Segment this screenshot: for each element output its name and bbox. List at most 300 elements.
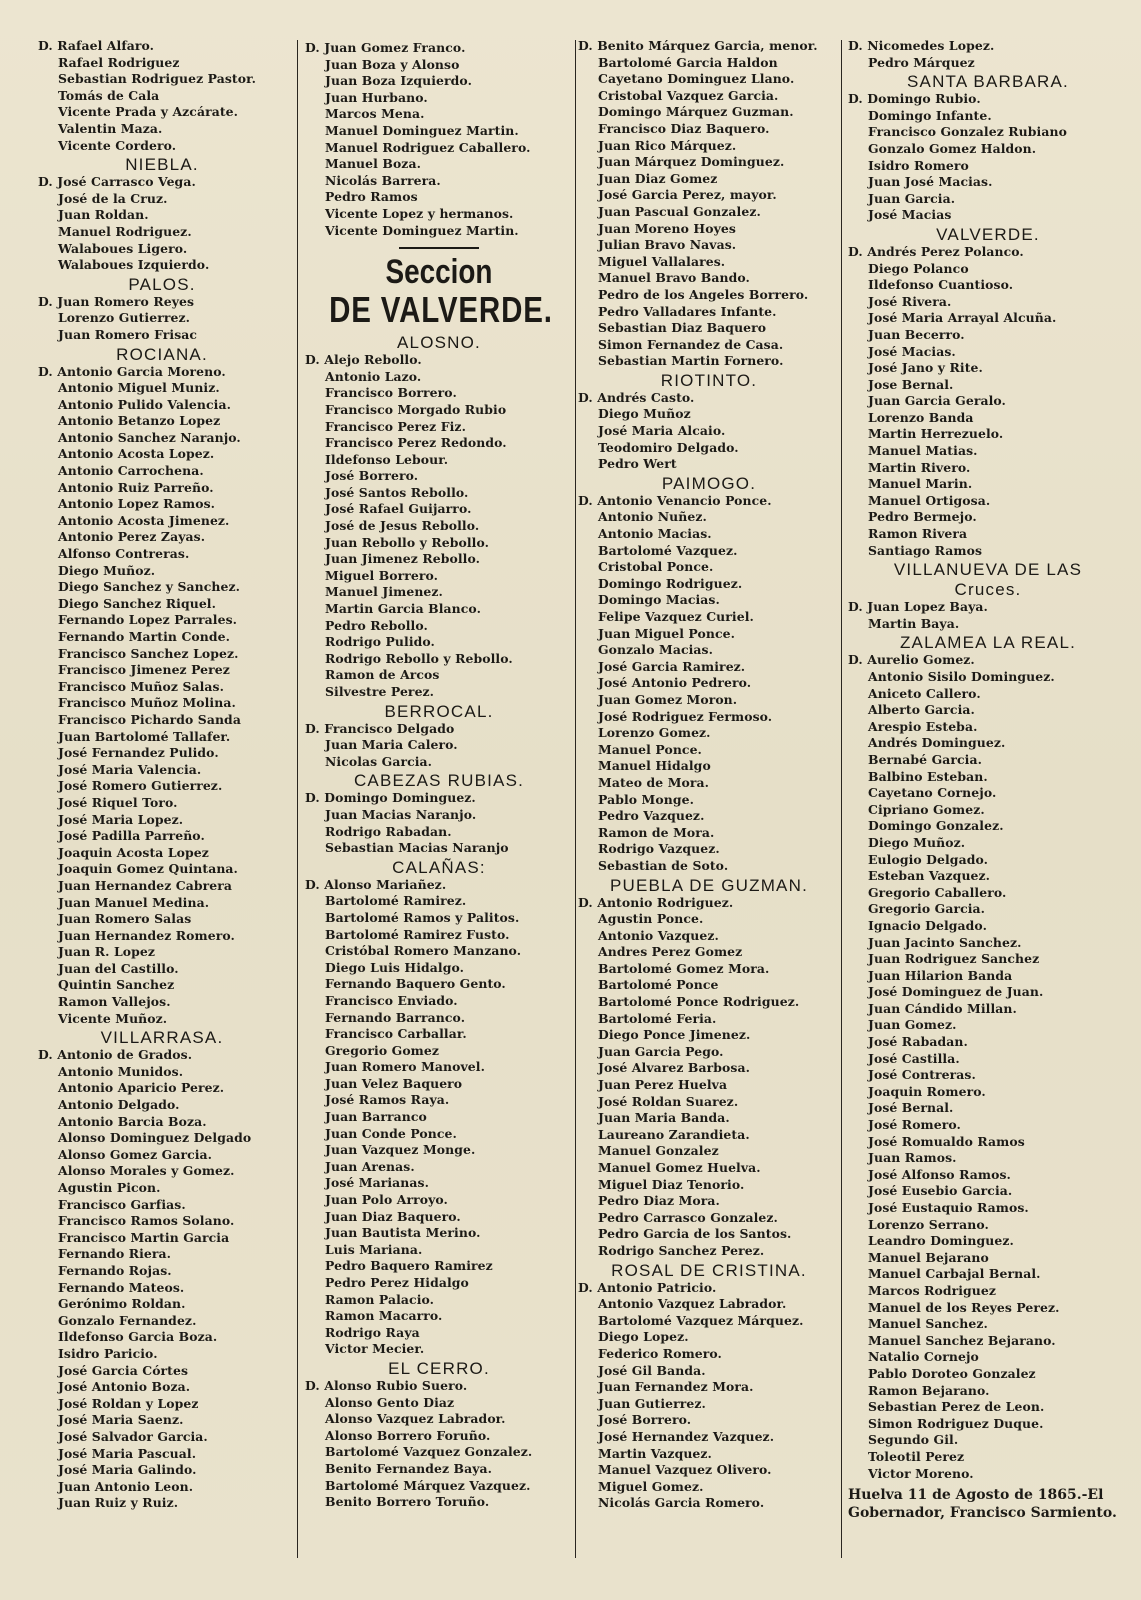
name-entry: Francisco Gonzalez Rubiano xyxy=(868,124,1067,140)
name-list xyxy=(848,244,1128,559)
name-entry: Juan Hernandez Romero. xyxy=(58,927,235,943)
name-entry: Pedro Ramos xyxy=(325,189,418,205)
name-entry: Ildefonso Cuantioso. xyxy=(868,277,1014,293)
name-entry: Quintin Sanchez xyxy=(58,977,175,993)
name-entry: D. Nicomedes Lopez. xyxy=(848,38,995,53)
name-entry: Juan Gutierrez. xyxy=(598,1395,706,1411)
name-entry: Juan Boza Izquierdo. xyxy=(325,73,472,89)
name-entry: Cipriano Gomez. xyxy=(868,801,985,817)
name-entry: Domingo Macias. xyxy=(598,592,720,608)
name-entry: Martin Vazquez. xyxy=(598,1445,712,1461)
town-heading-niebla: NIEBLA. xyxy=(125,155,199,175)
name-entry: Victor Mecier. xyxy=(325,1341,425,1357)
name-entry: Juan José Macias. xyxy=(868,174,993,190)
town-heading-valverde: VALVERDE. xyxy=(936,224,1040,244)
name-entry: Juan Jacinto Sanchez. xyxy=(868,934,1022,950)
name-entry: Juan Hernandez Cabrera xyxy=(58,877,233,893)
name-entry: Balbino Esteban. xyxy=(868,768,988,784)
name-entry: Sebastian Macias Naranjo xyxy=(325,840,509,856)
name-entry: José Eustaquio Ramos. xyxy=(868,1200,1029,1215)
name-list xyxy=(38,294,286,344)
name-entry: Cayetano Cornejo. xyxy=(868,785,997,801)
name-entry: Alberto Garcia. xyxy=(868,702,975,718)
name-entry: Manuel Gomez Huelva. xyxy=(598,1160,761,1175)
name-entry: Miguel Vallalares. xyxy=(598,253,726,269)
name-entry: Bartolomé Vazquez. xyxy=(598,542,738,558)
name-entry: Joaquin Acosta Lopez xyxy=(58,844,209,860)
name-entry: José Riquel Toro. xyxy=(58,794,178,810)
name-entry: Manuel Hidalgo xyxy=(598,758,711,774)
name-entry: Bartolomé Garcia Haldon xyxy=(598,54,778,70)
name-entry: José Rabadan. xyxy=(868,1034,968,1050)
name-entry: Manuel Dominguez Martin. xyxy=(325,122,519,138)
name-entry: Manuel Boza. xyxy=(325,156,421,172)
name-entry: Fernando Lopez Parrales. xyxy=(58,612,238,628)
name-entry: Bartolomé Ponce Rodriguez. xyxy=(598,994,800,1010)
name-entry: Antonio Vazquez Labrador. xyxy=(598,1296,787,1312)
name-entry: Ignacio Delgado. xyxy=(868,917,987,933)
name-entry: Marcos Mena. xyxy=(325,106,425,122)
name-entry: Domingo Infante. xyxy=(868,107,992,123)
name-entry: Francisco Muñoz Molina. xyxy=(58,695,236,711)
name-entry: D. Domingo Dominguez. xyxy=(305,790,476,806)
section-divider xyxy=(399,247,479,249)
name-entry: Cayetano Dominguez Llano. xyxy=(598,71,795,87)
name-entry: Juan Maria Calero. xyxy=(325,737,458,753)
name-entry: José Rafael Guijarro. xyxy=(325,501,472,517)
name-entry: Antonio Miguel Muniz. xyxy=(58,380,220,396)
name-entry: Juan Antonio Leon. xyxy=(58,1478,194,1494)
name-entry: Diego Sanchez y Sanchez. xyxy=(58,579,241,595)
name-entry: Rodrigo Sanchez Perez. xyxy=(598,1242,765,1258)
name-entry: Francisco Enviado. xyxy=(325,992,458,1008)
name-entry: Miguel Gomez. xyxy=(598,1478,704,1494)
name-entry: D. Juan Gomez Franco. xyxy=(305,40,466,55)
name-entry: Juan Roldan. xyxy=(58,207,149,223)
column-rule xyxy=(575,40,576,1558)
name-entry: Domingo Rodriguez. xyxy=(598,575,743,591)
name-entry: Lorenzo Banda xyxy=(868,409,974,425)
name-entry: D. Francisco Delgado xyxy=(305,720,455,736)
name-entry: Fernando Baquero Gento. xyxy=(325,976,506,992)
town-heading-riotinto: RIOTINTO. xyxy=(660,370,758,390)
town-heading-alosno: ALOSNO. xyxy=(397,333,481,353)
name-entry: Ramon de Mora. xyxy=(598,824,715,840)
name-entry: José Alvarez Barbosa. xyxy=(598,1060,750,1076)
name-entry: Gonzalo Gomez Haldon. xyxy=(868,140,1037,156)
name-entry: D. Antonio Venancio Ponce. xyxy=(578,492,772,508)
name-entry: Juan Macias Naranjo. xyxy=(325,806,477,822)
name-entry: Agustin Picon. xyxy=(58,1180,161,1195)
name-entry: Diego Polanco xyxy=(868,260,969,276)
name-entry: Antonio Barcia Boza. xyxy=(58,1113,207,1129)
name-entry: Bartolomé Feria. xyxy=(598,1010,717,1026)
name-entry: Alonso Gomez Garcia. xyxy=(58,1146,213,1162)
name-entry: Pedro Wert xyxy=(598,456,677,472)
name-entry: Bartolomé Ramirez. xyxy=(325,893,467,909)
name-entry: Juan R. Lopez xyxy=(58,944,156,960)
town-heading-rosal-de-cristina: ROSAL DE CRISTINA. xyxy=(611,1260,807,1280)
name-entry: Manuel Bejarano xyxy=(868,1249,989,1265)
name-list xyxy=(305,40,573,239)
name-entry: Juan Romero Manovel. xyxy=(325,1059,486,1075)
name-entry: Ramon Vallejos. xyxy=(58,994,171,1010)
name-entry: Isidro Romero xyxy=(868,157,969,173)
name-entry: Juan Garcia Pego. xyxy=(598,1043,724,1059)
name-entry: Domingo Márquez Guzman. xyxy=(598,104,794,120)
name-entry: José Antonio Boza. xyxy=(58,1379,191,1395)
name-list xyxy=(578,1280,840,1512)
name-entry: Manuel Ponce. xyxy=(598,741,702,757)
name-entry: Antonio Delgado. xyxy=(58,1097,180,1113)
name-entry: Juan Boza y Alonso xyxy=(325,56,460,72)
name-list xyxy=(848,652,1128,1482)
name-entry: Pedro Diaz Mora. xyxy=(598,1193,720,1209)
name-entry: Juan Maria Banda. xyxy=(598,1110,730,1126)
name-entry: José Maria Lopez. xyxy=(58,811,184,827)
name-entry: D. Rafael Alfaro. xyxy=(38,38,155,53)
name-entry: Fernando Martin Conde. xyxy=(58,629,231,644)
name-entry: Martin Herrezuelo. xyxy=(868,426,1004,442)
name-entry: D. Alejo Rebollo. xyxy=(305,352,422,368)
town-heading-calanas: CALAÑAS: xyxy=(392,857,486,877)
name-entry: Antonio Nuñez. xyxy=(598,509,707,525)
name-entry: Pedro Bermejo. xyxy=(868,509,977,525)
name-entry: Isidro Paricio. xyxy=(58,1345,158,1361)
name-entry: Francisco Morgado Rubio xyxy=(325,401,507,417)
name-entry: José Macias. xyxy=(868,343,956,359)
name-entry: Diego Lopez. xyxy=(598,1329,689,1345)
name-entry: Antonio Perez Zayas. xyxy=(58,529,206,545)
name-entry: Bartolomé Márquez Vazquez. xyxy=(325,1477,531,1493)
name-entry: Juan Bartolomé Tallafer. xyxy=(58,728,231,744)
town-heading-puebla-de-guzman: PUEBLA DE GUZMAN. xyxy=(610,875,808,895)
name-entry: Felipe Vazquez Curiel. xyxy=(598,609,754,624)
name-list xyxy=(38,174,286,274)
name-entry: José Romualdo Ramos xyxy=(868,1133,1025,1149)
name-entry: Ildefonso Lebour. xyxy=(325,451,449,467)
name-list xyxy=(305,1378,573,1511)
name-entry: José Roldan Suarez. xyxy=(598,1093,739,1109)
name-entry: D. Benito Márquez Garcia, menor. xyxy=(578,38,818,53)
name-entry: Martin Garcia Blanco. xyxy=(325,601,481,617)
name-list xyxy=(578,493,840,875)
name-entry: Jose Bernal. xyxy=(868,376,954,392)
name-entry: José Hernandez Vazquez. xyxy=(598,1428,775,1444)
name-entry: Santiago Ramos xyxy=(868,542,983,558)
name-entry: Gerónimo Roldan. xyxy=(58,1296,186,1312)
name-list xyxy=(848,38,1128,71)
name-entry: José Contreras. xyxy=(868,1067,976,1083)
name-entry: José Ramos Raya. xyxy=(325,1092,450,1108)
name-entry: Francisco Pichardo Sanda xyxy=(58,711,241,727)
name-entry: Francisco Martin Garcia xyxy=(58,1229,230,1245)
name-entry: D. José Carrasco Vega. xyxy=(38,174,196,190)
town-heading-paimogo: PAIMOGO. xyxy=(661,473,757,493)
town-heading-cabezas-rubias: CABEZAS RUBIAS. xyxy=(353,771,525,791)
name-entry: Pedro Valladares Infante. xyxy=(598,303,777,319)
name-entry: Fernando Mateos. xyxy=(58,1279,185,1295)
name-entry: Andrés Dominguez. xyxy=(868,735,1006,751)
name-entry: Marcos Rodriguez xyxy=(868,1282,997,1298)
name-entry: Laureano Zarandieta. xyxy=(598,1126,750,1142)
name-entry: Rodrigo Raya xyxy=(325,1324,420,1340)
name-entry: Diego Ponce Jimenez. xyxy=(598,1027,751,1043)
name-entry: Francisco Perez Redondo. xyxy=(325,435,507,451)
name-entry: Francisco Borrero. xyxy=(325,385,457,401)
name-entry: José Borrero. xyxy=(325,468,419,484)
name-entry: Juan Diaz Baquero. xyxy=(325,1208,461,1224)
name-entry: Antonio Macias. xyxy=(598,526,712,542)
name-entry: Lorenzo Gomez. xyxy=(598,725,711,741)
name-entry: Gonzalo Macias. xyxy=(598,642,714,658)
name-entry: Juan Romero Salas xyxy=(58,911,192,927)
name-entry: Toleotil Perez xyxy=(868,1448,965,1464)
column-rule xyxy=(841,40,842,1558)
name-entry: Tomás de Cala xyxy=(58,87,160,103)
name-entry: D. Antonio Garcia Moreno. xyxy=(38,363,226,379)
name-entry: Benito Borrero Toruño. xyxy=(325,1494,490,1510)
name-entry: D. Andrés Perez Polanco. xyxy=(848,243,1024,259)
section-title: Seccion xyxy=(385,253,493,292)
name-entry: José Castilla. xyxy=(868,1050,960,1066)
name-entry: Valentin Maza. xyxy=(58,120,163,136)
name-entry: Martin Rivero. xyxy=(868,459,971,475)
name-entry: D. Alonso Rubio Suero. xyxy=(305,1377,468,1393)
name-entry: Antonio Aparicio Perez. xyxy=(58,1080,225,1096)
name-entry: Juan Moreno Hoyes xyxy=(598,220,736,236)
name-entry: José Salvador Garcia. xyxy=(58,1428,208,1444)
name-entry: Leandro Dominguez. xyxy=(868,1233,1014,1249)
name-entry: José Maria Galindo. xyxy=(58,1462,197,1478)
name-entry: Pedro Carrasco Gonzalez. xyxy=(598,1209,778,1225)
name-entry: José Rivera. xyxy=(868,293,952,309)
name-entry: Segundo Gil. xyxy=(868,1432,959,1448)
column-3 xyxy=(578,38,840,1580)
name-entry: José Gil Banda. xyxy=(598,1362,706,1378)
name-entry: D. Antonio Patricio. xyxy=(578,1279,717,1295)
name-entry: Manuel de los Reyes Perez. xyxy=(868,1299,1060,1315)
name-entry: Walaboues Izquierdo. xyxy=(58,257,210,273)
name-entry: Juan Cándido Millan. xyxy=(868,1000,1017,1016)
name-entry: Juan Romero Frisac xyxy=(58,326,198,342)
name-entry: José Borrero. xyxy=(598,1412,692,1428)
column-1 xyxy=(38,38,286,1580)
name-entry: Joaquin Romero. xyxy=(868,1083,986,1099)
name-entry: Vicente Lopez y hermanos. xyxy=(325,205,514,221)
town-heading-santa-barbara: SANTA BARBARA. xyxy=(907,72,1069,92)
name-entry: Victor Moreno. xyxy=(868,1465,974,1481)
name-list xyxy=(305,877,573,1358)
town-heading-berrocal: BERROCAL. xyxy=(384,701,494,721)
name-entry: José Maria Arrayal Alcuña. xyxy=(868,310,1057,326)
name-entry: Juan Márquez Dominguez. xyxy=(598,154,785,170)
name-entry: Vicente Prada y Azcárate. xyxy=(58,104,239,120)
name-entry: José Padilla Parreño. xyxy=(58,828,205,844)
name-entry: José Jano y Rite. xyxy=(868,360,983,376)
column-2 xyxy=(305,40,573,1580)
name-entry: Juan Miguel Ponce. xyxy=(598,625,736,641)
name-entry: Sebastian Rodriguez Pastor. xyxy=(58,71,257,87)
name-entry: Benito Fernandez Baya. xyxy=(325,1460,493,1476)
name-entry: Aniceto Callero. xyxy=(868,685,981,701)
name-entry: José Garcia Córtes xyxy=(58,1362,189,1378)
name-entry: Pedro Perez Hidalgo xyxy=(325,1275,469,1290)
name-list xyxy=(848,91,1128,224)
name-entry: Bartolomé Vazquez Márquez. xyxy=(598,1312,804,1328)
name-entry: José Maria Alcaio. xyxy=(598,423,726,439)
name-entry: Ramon Rivera xyxy=(868,526,968,542)
name-entry: Rodrigo Pulido. xyxy=(325,634,435,650)
name-entry: Alonso Borrero Foruño. xyxy=(325,1427,491,1443)
name-entry: Juan Rebollo y Rebollo. xyxy=(325,534,490,550)
name-list xyxy=(38,364,286,1028)
column-rule xyxy=(297,40,298,1558)
name-entry: Juan Garcia Geralo. xyxy=(868,393,1006,409)
name-entry: Simon Rodriguez Duque. xyxy=(868,1415,1044,1431)
name-list xyxy=(305,790,573,856)
name-entry: Manuel Sanchez. xyxy=(868,1316,988,1332)
name-entry: Eulogio Delgado. xyxy=(868,851,989,867)
name-entry: Alonso Gento Diaz xyxy=(325,1394,455,1410)
name-entry: Juan Gomez Moron. xyxy=(598,691,738,707)
name-entry: Diego Muñoz. xyxy=(58,562,156,578)
name-entry: Simon Fernandez de Casa. xyxy=(598,336,784,352)
name-entry: José Maria Saenz. xyxy=(58,1412,184,1428)
name-entry: Juan Fernandez Mora. xyxy=(598,1379,754,1395)
name-entry: D. Juan Romero Reyes xyxy=(38,293,195,309)
name-entry: Alfonso Contreras. xyxy=(58,546,190,562)
name-entry: Pablo Monge. xyxy=(598,791,695,807)
name-entry: D. Alonso Mariañez. xyxy=(305,876,447,892)
name-entry: Francisco Sanchez Lopez. xyxy=(58,645,239,661)
name-entry: José Marianas. xyxy=(325,1175,430,1191)
name-entry: Luis Mariana. xyxy=(325,1241,423,1257)
town-heading-palos: PALOS. xyxy=(128,274,196,294)
name-entry: Juan Gomez. xyxy=(868,1017,957,1033)
name-entry: Martin Baya. xyxy=(868,615,960,631)
name-entry: Fernando Rojas. xyxy=(58,1262,172,1278)
town-heading-villarrasa: VILLARRASA. xyxy=(100,1028,224,1048)
name-entry: Manuel Gonzalez xyxy=(598,1143,719,1159)
name-entry: Juan Arenas. xyxy=(325,1158,415,1174)
name-entry: Lorenzo Gutierrez. xyxy=(58,310,191,326)
name-entry: Juan del Castillo. xyxy=(58,960,179,976)
name-entry: Fernando Barranco. xyxy=(325,1009,466,1025)
name-entry: D. Antonio Rodriguez. xyxy=(578,894,734,910)
name-entry: Pablo Doroteo Gonzalez xyxy=(868,1365,1036,1381)
name-entry: Antonio Pulido Valencia. xyxy=(58,396,231,412)
section-subtitle: DE VALVERDE. xyxy=(329,289,553,331)
name-list xyxy=(305,352,573,700)
town-heading-villanueva: VILLANUEVA DE LAS xyxy=(893,560,1083,580)
name-entry: Ramon de Arcos xyxy=(325,667,440,683)
name-entry: Diego Luis Hidalgo. xyxy=(325,959,465,975)
name-entry: Juan Diaz Gomez xyxy=(598,170,718,186)
name-entry: Silvestre Perez. xyxy=(325,684,435,699)
name-entry: Cristobal Ponce. xyxy=(598,559,714,575)
name-entry: Sebastian de Soto. xyxy=(598,857,729,873)
name-list xyxy=(38,1047,286,1512)
name-entry: D. Aurelio Gomez. xyxy=(848,652,975,668)
name-entry: José de Jesus Rebollo. xyxy=(325,518,480,534)
name-entry: José Bernal. xyxy=(868,1100,954,1116)
name-entry: Manuel Carbajal Bernal. xyxy=(868,1266,1041,1282)
town-heading-zalamea-la-real: ZALAMEA LA REAL. xyxy=(899,633,1077,653)
name-entry: Juan Garcia. xyxy=(868,190,956,206)
name-entry: Vicente Dominguez Martin. xyxy=(325,222,519,238)
name-entry: Agustin Ponce. xyxy=(598,911,704,927)
name-entry: Julian Bravo Navas. xyxy=(598,237,737,253)
name-entry: José Eusebio Garcia. xyxy=(868,1183,1013,1199)
name-entry: Federico Romero. xyxy=(598,1345,722,1361)
name-entry: Manuel Vazquez Olivero. xyxy=(598,1462,772,1478)
name-entry: Sebastian Martin Fornero. xyxy=(598,353,784,369)
name-entry: Gregorio Caballero. xyxy=(868,884,1007,900)
name-entry: Alonso Vazquez Labrador. xyxy=(325,1411,506,1427)
name-entry: D. Antonio de Grados. xyxy=(38,1047,193,1063)
name-entry: José Rodriguez Fermoso. xyxy=(598,708,773,724)
name-entry: José Garcia Ramirez. xyxy=(598,658,746,674)
name-entry: Bartolomé Vazquez Gonzalez. xyxy=(325,1444,533,1460)
name-entry: Bartolomé Ramirez Fusto. xyxy=(325,926,510,942)
name-entry: D. Andrés Casto. xyxy=(578,389,695,405)
name-entry: Diego Muñoz. xyxy=(868,834,966,850)
name-entry: Manuel Matias. xyxy=(868,443,978,459)
name-entry: Manuel Marin. xyxy=(868,476,973,492)
name-entry: Pedro de los Angeles Borrero. xyxy=(598,286,809,302)
name-entry: Nicolas Garcia. xyxy=(325,753,433,769)
name-entry: Ramon Bejarano. xyxy=(868,1382,990,1398)
name-list xyxy=(305,721,573,771)
name-entry: Ildefonso Garcia Boza. xyxy=(58,1329,218,1345)
name-entry: Sebastian Perez de Leon. xyxy=(868,1399,1045,1415)
town-heading-rociana: ROCIANA. xyxy=(116,344,208,364)
name-entry: Miguel Diaz Tenorio. xyxy=(598,1176,745,1192)
name-entry: Joaquin Gomez Quintana. xyxy=(58,861,238,877)
name-entry: Manuel Rodriguez. xyxy=(58,223,192,239)
name-list xyxy=(578,390,840,473)
name-entry: Andres Perez Gomez xyxy=(598,944,743,960)
name-entry: Rodrigo Rebollo y Rebollo. xyxy=(325,650,513,666)
name-entry: Miguel Borrero. xyxy=(325,567,439,583)
name-entry: Antonio Acosta Jimenez. xyxy=(58,512,230,528)
name-entry: D. Juan Lopez Baya. xyxy=(848,599,988,615)
name-entry: Arespio Esteba. xyxy=(868,718,978,734)
name-entry: Walaboues Ligero. xyxy=(58,240,188,256)
name-entry: Pedro Baquero Ramirez xyxy=(325,1258,493,1274)
town-heading-el-cerro: EL CERRO. xyxy=(388,1358,490,1378)
name-entry: Manuel Ortigosa. xyxy=(868,492,991,508)
name-entry: José de la Cruz. xyxy=(58,190,168,206)
name-entry: Juan Becerro. xyxy=(868,326,965,342)
name-entry: Gonzalo Fernandez. xyxy=(58,1312,197,1328)
name-entry: Francisco Diaz Baquero. xyxy=(598,120,770,136)
name-entry: Manuel Jimenez. xyxy=(325,584,443,600)
name-entry: Teodomiro Delgado. xyxy=(598,439,739,455)
name-list xyxy=(38,38,286,154)
name-entry: Pedro Rebollo. xyxy=(325,617,428,633)
name-entry: Antonio Munidos. xyxy=(58,1063,184,1079)
name-entry: Juan Barranco xyxy=(325,1109,427,1125)
name-entry: Rodrigo Vazquez. xyxy=(598,841,720,857)
name-entry: Juan Perez Huelva xyxy=(598,1077,728,1093)
name-entry: Francisco Ramos Solano. xyxy=(58,1213,235,1229)
name-entry: Vicente Muñoz. xyxy=(58,1010,168,1026)
name-entry: Juan Jimenez Rebollo. xyxy=(325,551,481,567)
name-entry: José Romero. xyxy=(868,1117,961,1133)
signature-footer: Huelva 11 de Agosto de 1865.-El Gobernador, Francisco Sarmiento. xyxy=(848,1487,1117,1522)
